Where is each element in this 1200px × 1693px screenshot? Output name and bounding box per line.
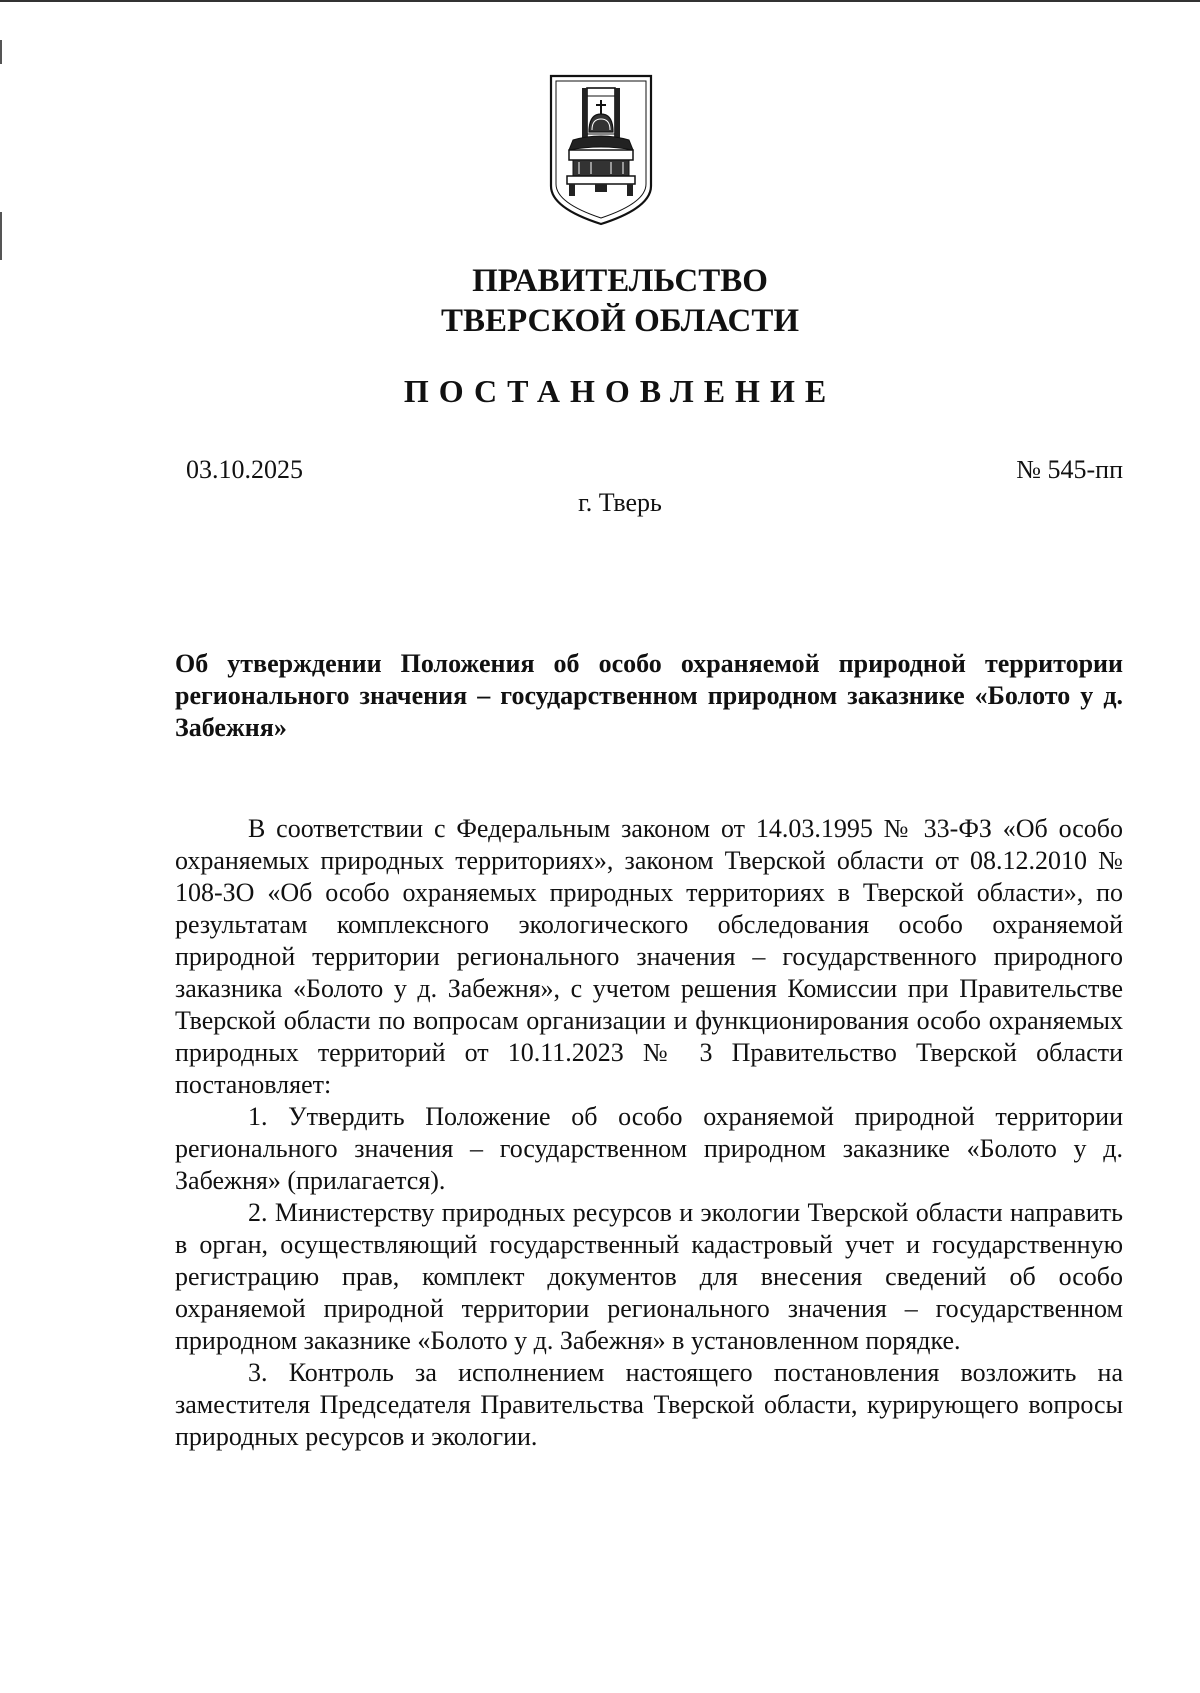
body-item-1: 1. Утвердить Положение об особо охраняемой природной территории регионального значения – государственном природном заказнике «Болото у д. Забежня» (прилагается). (175, 1102, 1123, 1195)
document-city: г. Тверь (578, 488, 662, 517)
document-subject: Об утверждении Положения об особо охраняемой природной территории регионального значения – государственном природном заказнике «Болото у д. Забежня» (175, 649, 1123, 742)
document-type-title: ПОСТАНОВЛЕНИЕ (403, 373, 837, 409)
document-number: № 545-пп (1016, 455, 1123, 484)
body-item-2: 2. Министерству природных ресурсов и экологии Тверской области направить в орган, осуществляющий государственный кадастровый учет и государственную регистрацию прав, комплект документов для внесения сведений об особо охраняемой природной территории регионального значения – государственном природном заказнике «Болото у д. Забежня» в установленном порядке. (175, 1198, 1123, 1355)
tver-coat-of-arms-icon (549, 74, 653, 226)
government-name (0, 261, 1200, 341)
scan-edge-mark (0, 212, 2, 260)
body-preamble: В соответствии с Федеральным законом от 14.03.1995 № 33-ФЗ «Об особо охраняемых природных территориях», законом Тверской области от 08.12.2010 № 108-ЗО «Об особо охраняемых природных территориях в Тверской области», по результатам комплексного экологического обследования особо охраняемой природной территории регионального значения – государственного природного заказника «Болото у д. Забежня», с учетом решения Комиссии при Правительстве Тверской области по вопросам организации и функционирования особо охраняемых природных территорий от 10.11.2023 № 3 Правительство Тверской области постановляет: (175, 814, 1123, 1099)
body-item-3: 3. Контроль за исполнением настоящего постановления возложить на заместителя Председателя Правительства Тверской области, курирующего вопросы природных ресурсов и экологии. (175, 1358, 1123, 1451)
government-name-line2: ТВЕРСКОЙ ОБЛАСТИ (440, 303, 800, 339)
government-name-line1: ПРАВИТЕЛЬСТВО (472, 263, 768, 299)
document-body (175, 813, 1123, 1453)
scan-edge-mark (0, 40, 2, 64)
document-date: 03.10.2025 (186, 455, 303, 484)
scan-top-edge (0, 0, 1200, 2)
